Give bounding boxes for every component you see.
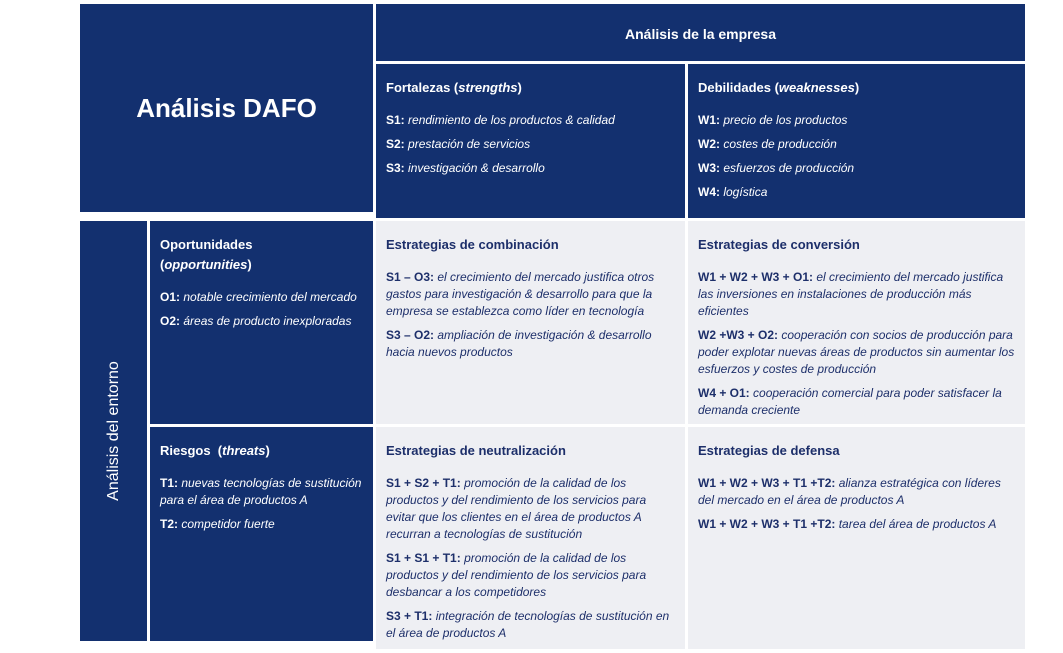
item-text: cooperación comercial para poder satisfacer la demanda creciente xyxy=(698,386,1002,417)
strengths-heading-text: Fortalezas xyxy=(386,80,451,95)
list-item xyxy=(698,385,1015,419)
item-code: S1 – O3: xyxy=(386,270,435,284)
list-item xyxy=(698,475,1015,509)
weaknesses-heading: Debilidades (weaknesses) xyxy=(698,80,860,95)
list-item xyxy=(698,112,1015,129)
wo-heading: Estrategias de conversión xyxy=(698,237,860,252)
item-text: investigación & desarrollo xyxy=(408,161,545,175)
st-heading: Estrategias de neutralización xyxy=(386,443,566,458)
item-text: áreas de producto inexploradas xyxy=(183,314,352,328)
weaknesses-cell xyxy=(688,64,1025,218)
item-text: el crecimiento del mercado justifica otros gastos para investigación & desarrollo para que la empresa se establezca como líder en tecnología xyxy=(386,270,655,318)
list-item xyxy=(698,160,1015,177)
diagram-title: Análisis DAFO xyxy=(136,93,317,123)
item-text: alianza estratégica con líderes del mercado en el área de productos A xyxy=(698,476,1001,507)
item-code: S3: xyxy=(386,161,405,175)
item-text: esfuerzos de producción xyxy=(723,161,855,175)
strengths-heading-en: strengths xyxy=(458,80,518,95)
list-item xyxy=(160,475,363,509)
st-strategies-cell xyxy=(376,427,685,649)
item-code: W4 + O1: xyxy=(698,386,750,400)
opportunities-cell xyxy=(150,221,373,424)
item-code: S1 + S1 + T1: xyxy=(386,551,461,565)
list-item xyxy=(386,136,675,153)
wt-strategies-cell xyxy=(688,427,1025,649)
threats-heading: Riesgos (threats) xyxy=(160,443,270,458)
threats-heading-en: threats xyxy=(222,443,266,458)
item-text: competidor fuerte xyxy=(181,517,275,531)
item-text: prestación de servicios xyxy=(408,137,531,151)
list-item xyxy=(160,289,363,306)
entorno-label: Análisis del entorno xyxy=(104,361,122,501)
item-code: S3 + T1: xyxy=(386,609,433,623)
item-text: integración de tecnologías de sustitución en el área de productos A xyxy=(386,609,670,640)
opportunities-heading-text: Oportunidades xyxy=(160,237,253,252)
threats-cell xyxy=(150,427,373,641)
empresa-header xyxy=(376,4,1025,61)
strengths-cell xyxy=(376,64,685,218)
item-text: ampliación de investigación & desarrollo hacia nuevos productos xyxy=(386,328,652,359)
item-text: notable crecimiento del mercado xyxy=(183,290,357,304)
strengths-heading: Fortalezas (strengths) xyxy=(386,80,522,95)
list-item xyxy=(698,327,1015,378)
list-item xyxy=(386,550,675,601)
list-item xyxy=(386,327,675,361)
list-item xyxy=(698,184,1015,201)
list-item xyxy=(160,516,363,533)
opportunities-heading-en: opportunities xyxy=(164,257,248,272)
item-code: S1: xyxy=(386,113,405,127)
list-item xyxy=(698,516,1015,533)
wo-strategies-cell xyxy=(688,221,1025,424)
item-text: precio de los productos xyxy=(723,113,848,127)
weaknesses-heading-text: Debilidades xyxy=(698,80,771,95)
threats-heading-text: Riesgos xyxy=(160,443,211,458)
item-code: W2 +W3 + O2: xyxy=(698,328,779,342)
list-item xyxy=(386,269,675,320)
item-code: O2: xyxy=(160,314,181,328)
item-text: promoción de la calidad de los productos y del rendimiento de los servicios para evitar que los clientes en el área de productos A recurran a tecnologías de sustitución xyxy=(386,476,647,541)
item-code: O1: xyxy=(160,290,181,304)
item-text: cooperación con socios de producción para poder explotar nuevas áreas de productos sin aumentar los esfuerzos y costes de producción xyxy=(698,328,1015,376)
title-block xyxy=(80,4,373,212)
item-code: W1: xyxy=(698,113,720,127)
item-text: rendimiento de los productos & calidad xyxy=(408,113,615,127)
wt-heading: Estrategias de defensa xyxy=(698,443,840,458)
entorno-sidebar xyxy=(80,221,147,641)
item-code: W4: xyxy=(698,185,720,199)
list-item xyxy=(386,475,675,543)
list-item xyxy=(698,269,1015,320)
item-code: W1 + W2 + W3 + O1: xyxy=(698,270,814,284)
list-item xyxy=(386,160,675,177)
item-code: S3 – O2: xyxy=(386,328,435,342)
item-code: T1: xyxy=(160,476,178,490)
list-item xyxy=(160,313,363,330)
item-code: S1 + S2 + T1: xyxy=(386,476,461,490)
weaknesses-heading-en: weaknesses xyxy=(778,80,855,95)
item-code: S2: xyxy=(386,137,405,151)
empresa-label: Análisis de la empresa xyxy=(625,26,776,42)
item-text: logística xyxy=(723,185,768,199)
item-code: W2: xyxy=(698,137,720,151)
item-text: el crecimiento del mercado justifica las inversiones en instalaciones de producción más eficientes xyxy=(698,270,1004,318)
so-strategies-cell xyxy=(376,221,685,424)
list-item xyxy=(698,136,1015,153)
item-text: nuevas tecnologías de sustitución para el área de productos A xyxy=(160,476,362,507)
item-text: costes de producción xyxy=(723,137,837,151)
list-item xyxy=(386,112,675,129)
list-item xyxy=(386,608,675,642)
item-code: W1 + W2 + W3 + T1 +T2: xyxy=(698,476,836,490)
so-heading: Estrategias de combinación xyxy=(386,237,559,252)
item-text: tarea del área de productos A xyxy=(838,517,997,531)
item-code: W3: xyxy=(698,161,720,175)
item-code: T2: xyxy=(160,517,178,531)
opportunities-heading: Oportunidades (opportunities) xyxy=(160,237,253,272)
item-text: promoción de la calidad de los productos y del rendimiento de los servicios para desbancar a los competidores xyxy=(386,551,647,599)
item-code: W1 + W2 + W3 + T1 +T2: xyxy=(698,517,836,531)
